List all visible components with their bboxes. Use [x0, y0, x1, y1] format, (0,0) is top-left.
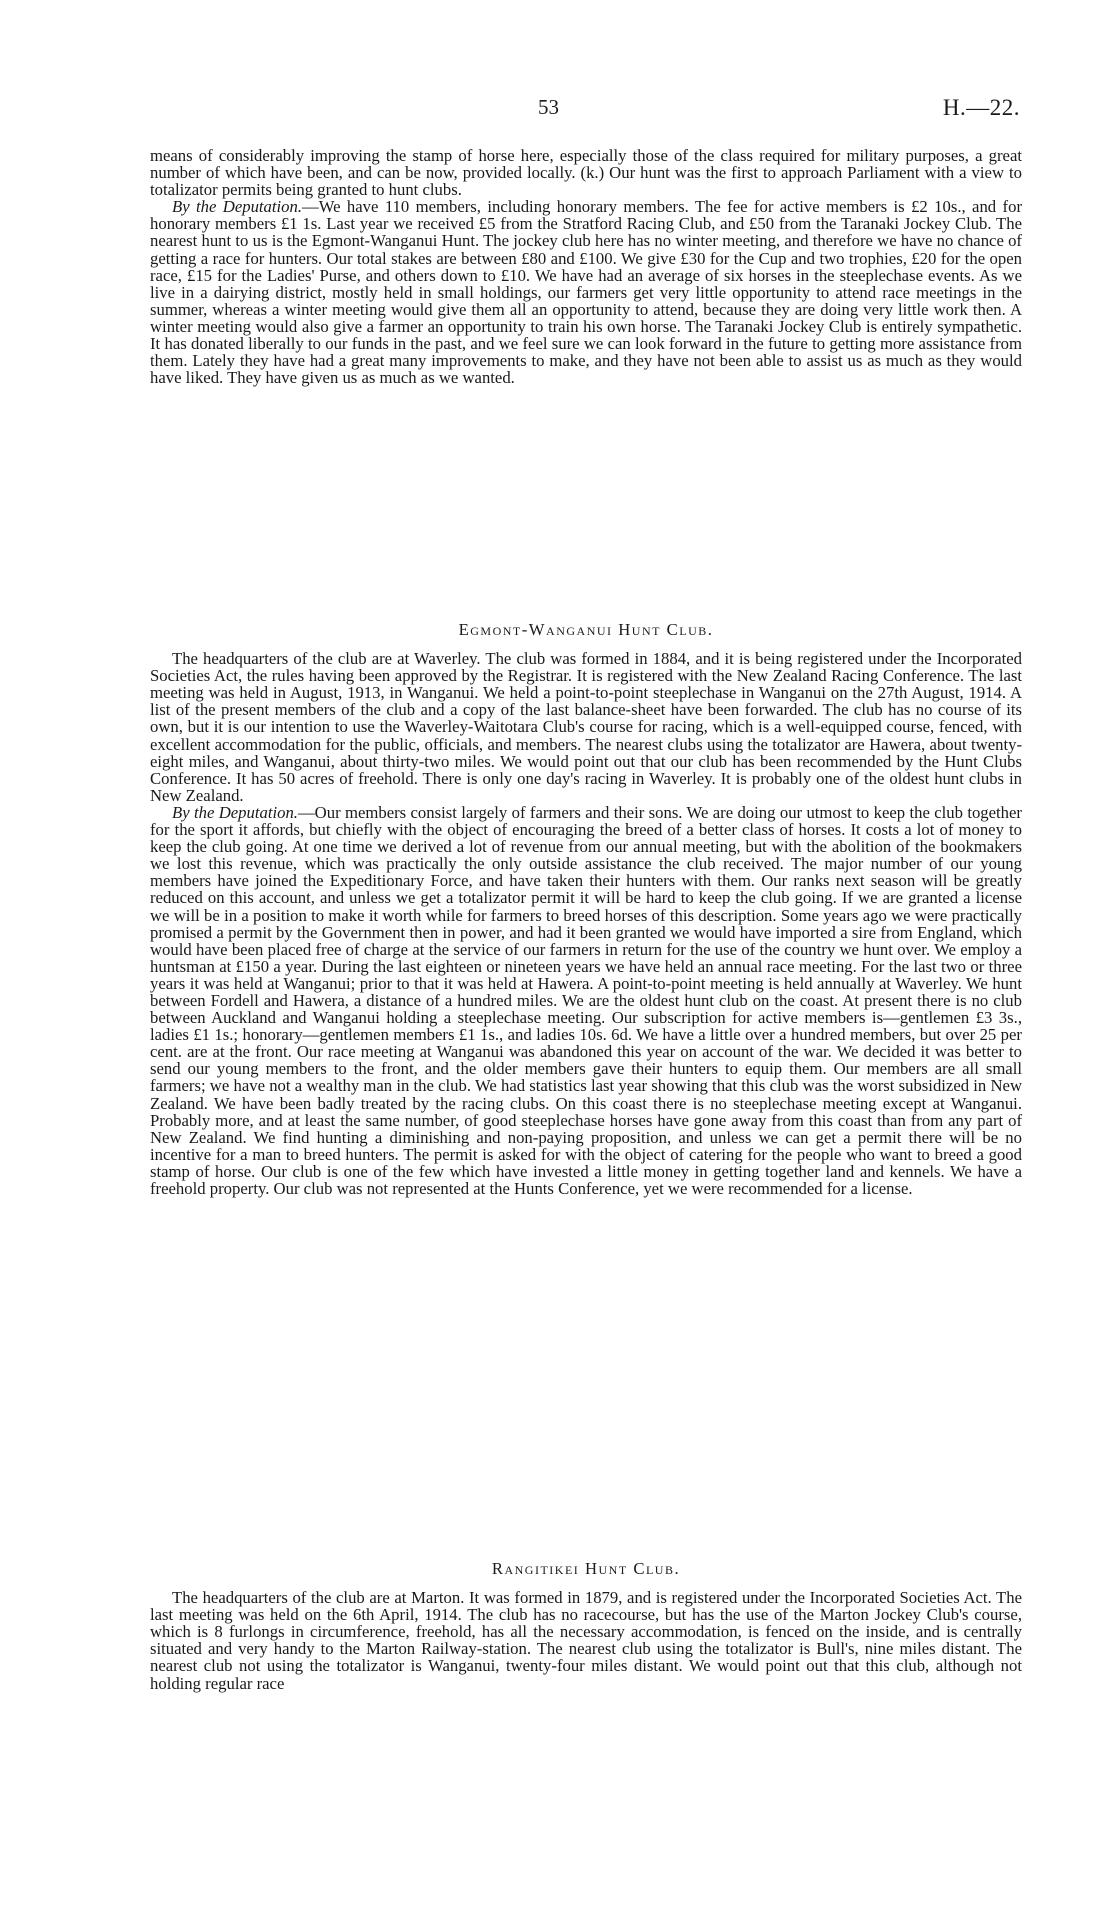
intro-section [150, 147, 1022, 386]
page-header [0, 95, 1114, 125]
document-reference: H.—22. [942, 95, 1020, 120]
deputation-label: By the Deputation. [172, 802, 298, 822]
section-heading-egmont: Egmont-Wanganui Hunt Club. [458, 620, 714, 639]
intro-paragraph: means of considerably improving the stamp of horse here, especially those of the class required for military purposes, a great number of which have been, and can be now, provided locally. (k.) Our hunt was the first to approach Parliament with a view to totalizator permits being granted to hunt clubs. [150, 146, 1022, 200]
deputation-text: —Our members consist largely of farmers and their sons. We are doing our utmost to keep the club together for the sport it affords, but chiefly with the object of encouraging the breed of a better class of horses. It costs a lot of money to keep the club going. At one time we derived a lot of revenue from our annual meeting, but with the abolition of the bookmakers we lost this revenue, which was practically the only outside assistance the club received. The major number of our young members have joined the Expeditionary Force, and have taken their hunters with them. Our ranks next season will be greatly reduced on this account, and unless we get a totalizator permit it will be hard to keep the club going. If we are granted a license we will be in a position to make it worth while for farmers to breed horses of this description. Some years ago we were practically promised a permit by the Government then in power, and had it been granted we would have imported a sire from England, which would have been placed free of charge at the service of our farmers in return for the use of the country we hunt over. We employ a huntsman at £150 a year. During the last eighteen or nineteen years we have held an annual race meeting. For the last two or three years it was held at Wanganui; prior to that it was held at Hawera. A point-to-point meeting is held annually at Waverley. We hunt between Fordell and Hawera, a distance of a hundred miles. We are the oldest hunt club on the coast. At present there is no club between Auckland and Wanganui holding a steeplechase meeting. Our subscription for active members is—gentlemen £3 3s., ladies £1 1s.; honorary—gentlemen members £1 1s., and ladies 10s. 6d. We have a little over a hundred members, but over 25 per cent. are at the front. Our race meeting at Wanganui was abandoned this year on account of the war. We decided it was better to send our young members to the front, and the older members gave their hunters to equip them. Our members are all small farmers; we have not a wealthy man in the club. We had statistics last year showing that this club was the worst subsidized in New Zealand. We have been badly treated by the racing clubs. On this coast there is no steeplechase meeting except at Wanganui. Probably more, and at least the same number, of good steeplechase horses have gone away from this coast than from any part of New Zealand. We find hunting a diminishing and non-paying proposition, and unless we can get a permit there will be no incentive for a man to breed hunters. The permit is asked for with the object of catering for the people who want to breed a good stamp of horse. Our club is one of the few which have invested a little money in getting together land and kennels. We have a freehold property. Our club was not represented at the Hunts Conference, yet we were recommended for a license. [150, 802, 1022, 1198]
deputation-text: —We have 110 members, including honorary members. The fee for active members is £2 10s., and for honorary members £1 1s. Last year we received £5 from the Stratford Racing Club, and £50 from the Taranaki Jockey Club. The nearest hunt to us is the Egmont-Wanganui Hunt. The jockey club here has no winter meeting, and therefore we have no chance of getting a race for hunters. Our total stakes are between £80 and £100. We give £30 for the Cup and two trophies, £20 for the open race, £15 for the Ladies' Purse, and others down to £10. We have had an average of six horses in the steeplechase events. As we live in a dairying district, mostly held in small holdings, our farmers get very little opportunity to attend race meetings in the summer, whereas a winter meeting would give them all an opportunity to attend, because they are doing very little work then. A winter meeting would also give a farmer an opportunity to train his own horse. The Taranaki Jockey Club is entirely sympathetic. It has donated liberally to our funds in the past, and we feel sure we can look forward in the future to getting more assistance from them. Lately they have had a great many improvements to make, and they have not been able to assist us as much as they would have liked. They have given us as much as we wanted. [150, 197, 1022, 388]
rangitikei-paragraph: The headquarters of the club are at Marton. It was formed in 1879, and is registered under the Incorporated Societies Act. The last meeting was held on the 6th April, 1914. The club has no racecourse, but has the use of the Marton Jockey Club's course, which is 8 furlongs in circumference, freehold, has all the necessary accommodation, is fenced on the inside, and is centrally situated and very handy to the Marton Railway-station. The nearest club using the totalizator is Bull's, nine miles distant. The nearest club not using the totalizator is Wanganui, twenty-four miles distant. We would point out that this club, although not holding regular race [150, 1588, 1022, 1693]
intro-deputation-paragraph [150, 198, 1022, 386]
deputation-label: By the Deputation. [172, 197, 303, 217]
page-number: 53 [538, 95, 559, 119]
egmont-wanganui-section [150, 621, 1022, 1197]
egmont-paragraph: The headquarters of the club are at Waverley. The club was formed in 1884, and it is being registered under the Incorporated Societies Act, the rules having been approved by the Registrar. It is registered with the New Zealand Racing Conference. The last meeting was held in August, 1913, in Wanganui. We held a point-to-point steeplechase in Wanganui on the 27th August, 1914. A list of the present members of the club and a copy of the last balance-sheet have been forwarded. The club has no course of its own, but it is our intention to use the Waverley-Waitotara Club's course for racing, which is a well-equipped course, fenced, with excellent accommodation for the public, officials, and members. The nearest clubs using the totalizator are Hawera, about twenty-eight miles, and Wanganui, about thirty-two miles. We would point out that our club has been recommended by the Hunt Clubs Conference. It has 50 acres of freehold. There is only one day's racing in Waverley. It is probably one of the oldest hunt clubs in New Zealand. [150, 649, 1022, 805]
rangitikei-section [150, 1560, 1022, 1692]
egmont-deputation-paragraph [150, 804, 1022, 1197]
section-heading-rangitikei: Rangitikei Hunt Club. [491, 1559, 681, 1578]
